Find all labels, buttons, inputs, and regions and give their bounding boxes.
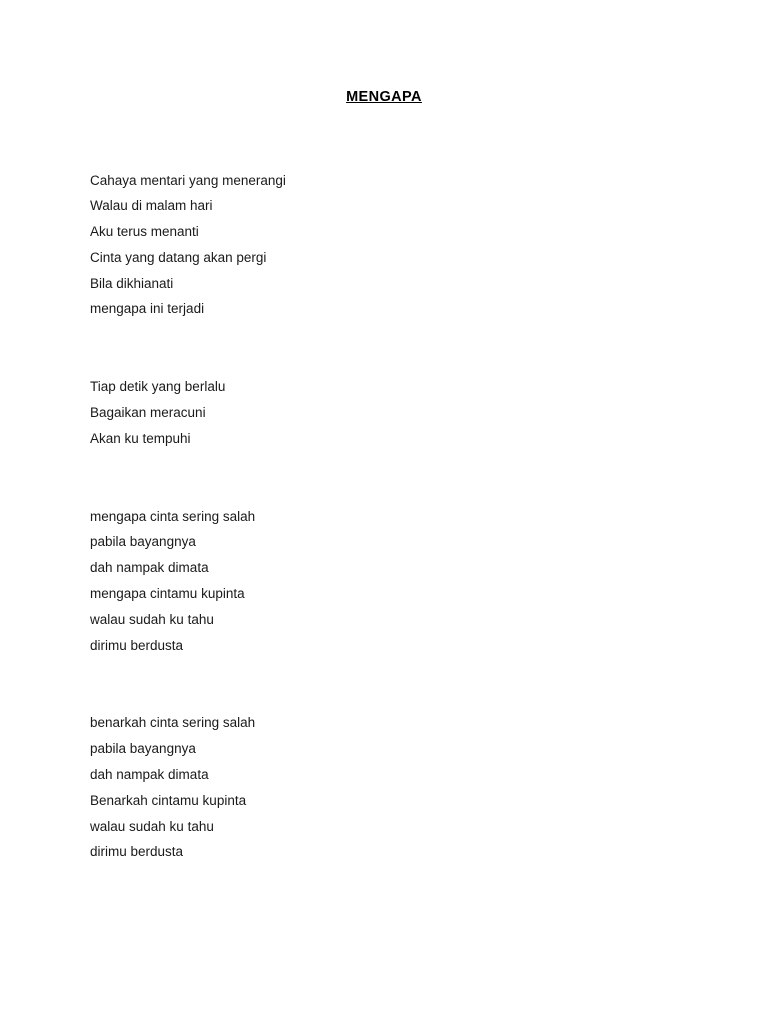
stanza-line: Aku terus menanti [90, 224, 199, 240]
stanza-line: walau sudah ku tahu [90, 818, 214, 834]
stanza-line: Bagaikan meracuni [90, 405, 206, 421]
stanza-line: Bila dikhianati [90, 275, 174, 291]
stanza-line: mengapa cintamu kupinta [90, 586, 245, 602]
stanza-line: mengapa cinta sering salah [90, 508, 256, 524]
stanza-line: pabila bayangnya [90, 741, 196, 757]
stanza-line: Akan ku tempuhi [90, 430, 191, 446]
stanza-4 [90, 710, 708, 865]
stanza-line: Benarkah cintamu kupinta [90, 792, 247, 808]
stanza-line: dah nampak dimata [90, 560, 209, 576]
stanza-3 [90, 504, 708, 659]
stanza-line: dirimu berdusta [90, 844, 184, 860]
stanza-line: Cahaya mentari yang menerangi [90, 172, 286, 188]
stanza-line: Walau di malam hari [90, 198, 213, 214]
document-body [0, 168, 768, 866]
stanza-line: walau sudah ku tahu [90, 611, 214, 627]
page-title: MENGAPA [346, 89, 422, 105]
stanza-line: Tiap detik yang berlalu [90, 379, 226, 395]
stanza-line: pabila bayangnya [90, 534, 196, 550]
stanza-1 [90, 168, 708, 323]
stanza-line: Cinta yang datang akan pergi [90, 249, 267, 265]
stanza-line: mengapa ini terjadi [90, 301, 205, 317]
stanza-line: dirimu berdusta [90, 637, 184, 653]
stanza-line: benarkah cinta sering salah [90, 715, 256, 731]
stanza-line: dah nampak dimata [90, 767, 209, 783]
stanza-2 [90, 374, 708, 451]
